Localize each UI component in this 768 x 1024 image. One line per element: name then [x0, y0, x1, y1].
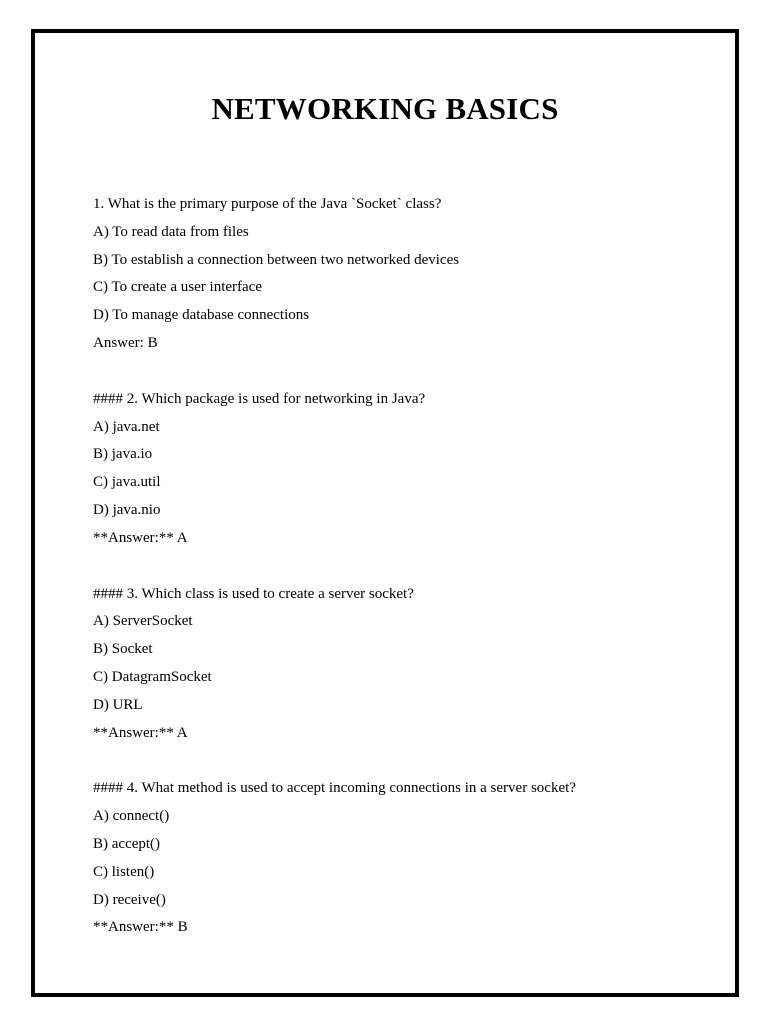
question-text: #### 3. Which class is used to create a server socket? — [93, 585, 414, 602]
answer-text: **Answer:** B — [93, 919, 188, 936]
option-d: D) java.nio — [93, 501, 161, 518]
question-block-4 — [93, 775, 713, 942]
answer-text: **Answer:** A — [93, 529, 188, 546]
option-a: A) java.net — [93, 418, 160, 435]
option-d: D) receive() — [93, 891, 166, 908]
document-title: NETWORKING BASICS — [211, 91, 559, 126]
question-text: 1. What is the primary purpose of the Java `Socket` class? — [93, 196, 442, 212]
answer-text: Answer: B — [93, 334, 158, 351]
question-block-3 — [93, 581, 713, 748]
option-a: A) To read data from files — [93, 223, 249, 240]
option-d: D) URL — [93, 696, 143, 713]
option-c: C) java.util — [93, 474, 161, 491]
option-c: C) To create a user interface — [93, 279, 262, 296]
option-c: C) DatagramSocket — [93, 668, 212, 685]
option-b: B) accept() — [93, 835, 161, 852]
option-a: A) ServerSocket — [93, 613, 193, 630]
option-c: C) listen() — [93, 863, 155, 880]
option-b: B) Socket — [93, 641, 153, 658]
question-text: #### 4. What method is used to accept incoming connections in a server socket? — [93, 780, 576, 797]
option-a: A) connect() — [93, 808, 170, 825]
option-b: B) java.io — [93, 446, 153, 463]
question-block-1 — [93, 191, 713, 358]
answer-text: **Answer:** A — [93, 724, 188, 741]
question-list — [93, 191, 713, 942]
question-block-2 — [93, 386, 713, 553]
page-border — [31, 29, 739, 997]
question-text: #### 2. Which package is used for networking in Java? — [93, 390, 426, 407]
option-b: B) To establish a connection between two networked devices — [93, 251, 460, 268]
option-d: D) To manage database connections — [93, 307, 310, 324]
